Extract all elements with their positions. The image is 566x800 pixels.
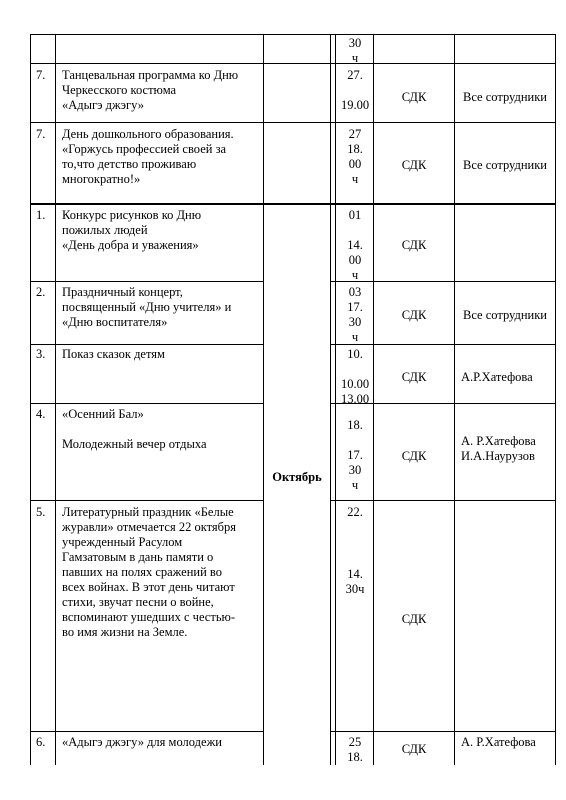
row-divider — [330, 731, 556, 732]
row-number: 4. — [36, 407, 46, 421]
row-number: 3. — [36, 347, 46, 361]
row-divider — [30, 122, 556, 123]
place-cell: СДК — [401, 612, 427, 626]
responsible-cell: А. Р.Хатефова — [461, 735, 536, 749]
responsible-cell: Все сотрудники — [462, 308, 547, 322]
responsible-cell: Все сотрудники — [462, 158, 547, 172]
column-divider — [55, 34, 56, 765]
event-cell: Праздничный концерт, посвященный «Дню учителя» и «Дню воспитателя» — [62, 285, 232, 329]
row-number: 1. — [36, 208, 46, 222]
date-cell: 30 ч — [348, 36, 362, 65]
row-number: 2. — [36, 285, 46, 299]
event-cell: Конкурс рисунков ко Дню пожилых людей «День добра и уважения» — [62, 208, 202, 252]
place-cell: СДК — [401, 370, 427, 384]
date-cell: 22. — [347, 505, 363, 519]
row-number: 7. — [36, 68, 46, 82]
row-divider — [30, 344, 263, 345]
event-cell: «Адыгэ джэгу» для молодежи — [62, 735, 222, 749]
date-cell: 14. 30ч — [345, 567, 365, 596]
column-divider — [335, 34, 336, 765]
column-divider — [373, 34, 374, 765]
place-cell: СДК — [401, 308, 427, 322]
row-divider — [30, 34, 556, 35]
place-cell: СДК — [401, 90, 427, 104]
row-number: 7. — [36, 127, 46, 141]
event-cell: «Осенний Бал» Молодежный вечер отдыха — [62, 407, 207, 451]
month-label: Октябрь — [272, 470, 322, 484]
column-divider — [263, 34, 264, 765]
place-cell: СДК — [401, 158, 427, 172]
date-cell: 25 18. — [347, 735, 363, 764]
table-border-left — [30, 34, 31, 765]
responsible-cell: А.Р.Хатефова — [461, 370, 533, 384]
responsible-cell: А. Р.Хатефова И.А.Наурузов — [461, 434, 536, 463]
row-divider — [30, 500, 263, 501]
row-divider — [30, 403, 263, 404]
place-cell: СДК — [401, 449, 427, 463]
date-cell: 01 14. 00 ч — [347, 208, 363, 282]
row-divider — [330, 500, 556, 501]
row-divider — [30, 281, 263, 282]
event-cell: День дошкольного образования. «Горжусь профессией своей за то,что детство проживаю многократно!» — [62, 127, 234, 186]
event-cell: Литературный праздник «Белые журавли» отмечается 22 октября учрежденный Расулом Гамзатовым в дань памяти о павших на полях сражений во всех войнах. В этот день читают стихи, звучат песни о войне, вспоминают ушедших с честью- во имя жизни на Земле. — [62, 505, 237, 639]
responsible-cell: Все сотрудники — [462, 90, 547, 104]
event-cell: Показ сказок детям — [62, 347, 165, 361]
date-cell: 18. 17. 30 ч — [347, 418, 363, 492]
section-divider — [30, 203, 556, 205]
row-number: 5. — [36, 505, 46, 519]
row-number: 6. — [36, 735, 46, 749]
table-border-right — [555, 34, 556, 765]
place-cell: СДК — [401, 742, 427, 756]
column-divider — [330, 34, 331, 765]
event-cell: Танцевальная программа ко Дню Черкесского костюма «Адыгэ джэгу» — [62, 68, 239, 112]
date-cell: 27. 19.00 — [340, 68, 370, 112]
column-divider — [454, 34, 455, 765]
row-divider — [30, 63, 556, 64]
date-cell: 10. 10.00 13.00 — [340, 347, 370, 406]
date-cell: 03 17. 30 ч — [347, 285, 363, 344]
place-cell: СДК — [401, 238, 427, 252]
row-divider — [30, 731, 263, 732]
date-cell: 27 18. 00 ч — [347, 127, 363, 186]
